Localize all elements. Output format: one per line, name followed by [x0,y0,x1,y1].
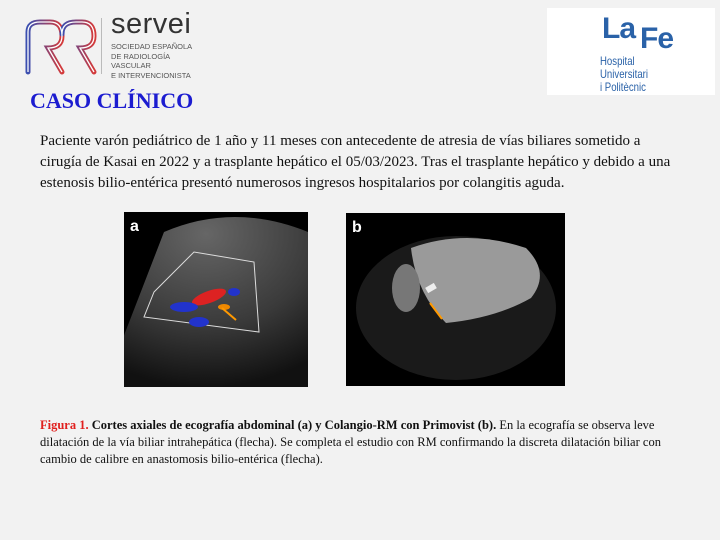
mri-image [346,213,565,386]
subtitle-line: DE RADIOLOGÍA [111,51,171,61]
caption-text: En la ecografía se observa leve dilatación de la vía biliar intrahepática (flecha). Se completa el estudio con RM confirmando la discreta dilatación biliar con cambio de calibre en anastomosis bilio-entérica (flecha). [40,418,661,466]
logo-line: Universitari [600,67,649,81]
logo-line: Hospital [600,54,635,68]
page-title: CASO CLÍNICO [30,88,194,113]
servei-logo-subtitle [111,42,192,80]
logo-fe: Fe [640,22,674,55]
subtitle-line: E INTERVENCIONISTA [111,70,191,80]
caption-heading: Cortes axiales de ecografía abdominal (a) y Colangio-RM con Primovist (b). [91,418,497,432]
logo-la: La [602,12,636,45]
logo-hospital-name [600,55,660,94]
panel-label-b: b [352,219,362,236]
subtitle-line: VASCULAR [111,61,151,70]
panel-label-a: a [130,218,139,235]
logo-line: i Politècnic [600,80,646,94]
servei-logo-icon [22,14,102,80]
figure-number: Figura 1. [40,418,89,432]
logo-divider [101,18,102,74]
case-description: Paciente varón pediátrico de 1 año y 11 meses con antecedente de atresia de vías biliares sometido a cirugía de Kasai en 2022 y a trasplante hepático el 05/03/2023. Tras el trasplante hepático y debido a una estenosis bilio-entérica presentó numerosos ingresos hospitalarios por colangitis aguda. [40,133,671,191]
figure-caption [40,417,680,468]
servei-logo-text: servei [111,8,192,40]
la-fe-hospital-logo [547,8,715,95]
ultrasound-image [124,212,308,387]
ultrasound-doppler-icon [124,212,308,387]
mri-scan-icon [346,213,565,386]
subtitle-line: SOCIEDAD ESPAÑOLA [111,42,193,51]
